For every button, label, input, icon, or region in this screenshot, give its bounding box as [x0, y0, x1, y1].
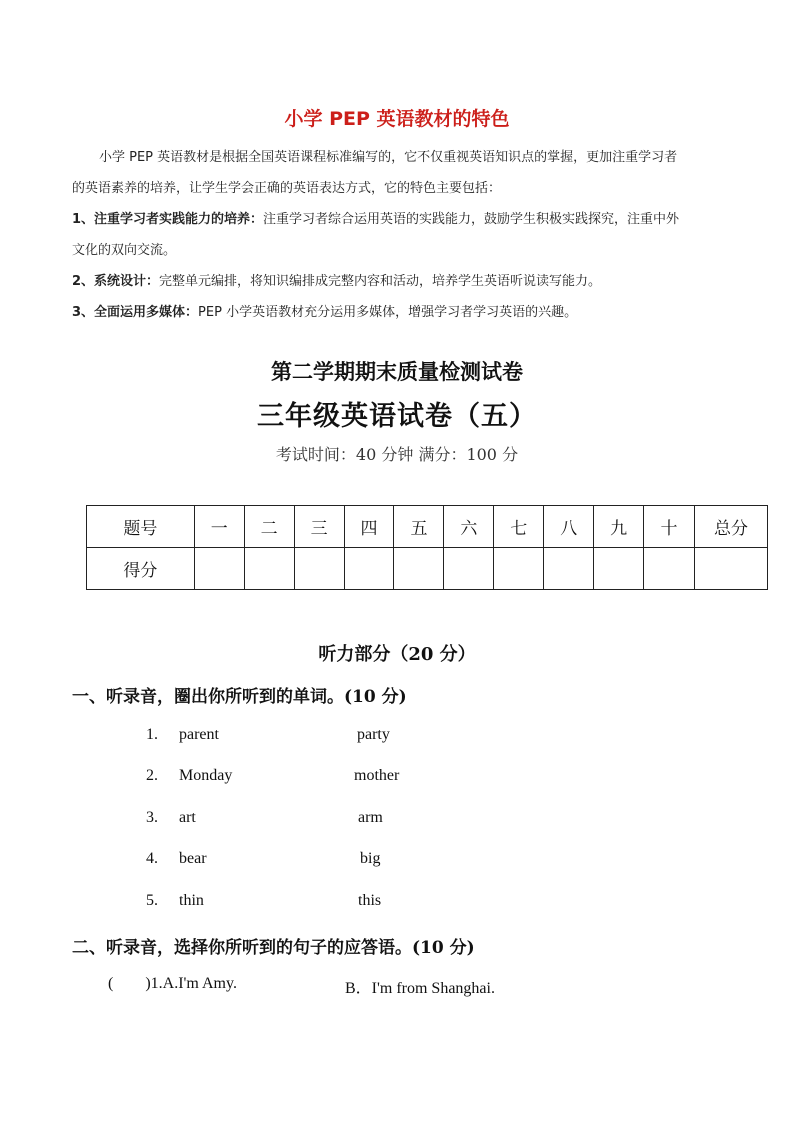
feature-item [72, 204, 732, 235]
section-heading: 听力部分（20 分） [318, 644, 476, 665]
feature-text: 文化的双向交流。 [72, 243, 177, 258]
feature-label: 1、注重学习者实践能力的培养： [72, 212, 264, 227]
intro-paragraph [72, 142, 732, 328]
table-header-cell: 总分 [695, 506, 768, 548]
table-header-cell: 二 [244, 506, 294, 548]
feature-label: 3、全面运用多媒体： [72, 305, 199, 320]
table-header-cell: 五 [394, 506, 444, 548]
table-header-cell: 四 [344, 506, 394, 548]
option-a[interactable]: art [179, 809, 196, 826]
score-cell[interactable] [294, 548, 344, 590]
option-a[interactable]: bear [179, 850, 207, 867]
score-cell[interactable] [695, 548, 768, 590]
question-2-title: 二、听录音，选择你所听到的句子的应答语。(10 分) [72, 938, 475, 958]
answer-choice-b[interactable]: B．I'm from Shanghai. [345, 980, 495, 997]
item-number: 5. [146, 892, 158, 909]
table-header-cell: 八 [544, 506, 594, 548]
table-header-cell: 一 [194, 506, 244, 548]
intro-line: 小学 PEP 英语教材是根据全国英语课程标准编写的，它不仅重视英语知识点的掌握，更加注重学习者 [99, 150, 678, 165]
item-number: 3. [146, 809, 158, 826]
feature-item [72, 266, 732, 297]
option-b[interactable]: mother [354, 767, 400, 784]
question-1-title: 一、听录音，圈出你所听到的单词。(10 分) [72, 687, 407, 707]
option-a[interactable]: thin [179, 892, 204, 909]
score-table-score-row [87, 548, 768, 590]
page-title: 小学 PEP 英语教材的特色 [284, 108, 510, 130]
item-number: 4. [146, 850, 158, 867]
table-header-cell: 十 [644, 506, 695, 548]
score-table [86, 505, 768, 590]
option-b[interactable]: this [358, 892, 382, 909]
score-cell[interactable] [494, 548, 544, 590]
exam-title: 三年级英语试卷（五） [257, 401, 537, 432]
score-cell[interactable] [194, 548, 244, 590]
table-header-cell: 三 [294, 506, 344, 548]
feature-text: 完整单元编排，将知识编排成完整内容和活动，培养学生英语听说读写能力。 [159, 274, 602, 289]
feature-item [72, 297, 732, 328]
exam-info: 考试时间：40 分钟 满分：100 分 [275, 445, 519, 464]
score-cell[interactable] [644, 548, 695, 590]
option-b[interactable]: big [360, 850, 381, 867]
score-cell[interactable] [244, 548, 294, 590]
score-row-label: 得分 [87, 548, 195, 590]
score-cell[interactable] [394, 548, 444, 590]
feature-item [72, 235, 732, 266]
option-a[interactable]: Monday [179, 767, 233, 784]
score-table-header-row [87, 506, 768, 548]
table-header-cell: 七 [494, 506, 544, 548]
score-cell[interactable] [344, 548, 394, 590]
score-cell[interactable] [544, 548, 594, 590]
feature-text: 注重学习者综合运用英语的实践能力，鼓励学生积极实践探究，注重中外 [263, 212, 680, 227]
option-b[interactable]: party [357, 726, 390, 743]
answer-choice-a[interactable]: ( )1.A.I'm Amy. [108, 975, 237, 992]
table-header-cell: 六 [444, 506, 494, 548]
feature-text: PEP 小学英语教材充分运用多媒体，增强学习者学习英语的兴趣。 [198, 305, 578, 320]
exam-subtitle: 第二学期期末质量检测试卷 [271, 359, 523, 384]
item-number: 2. [146, 767, 158, 784]
feature-label: 2、系统设计： [72, 274, 160, 289]
table-header-cell: 题号 [87, 506, 195, 548]
option-b[interactable]: arm [358, 809, 383, 826]
table-header-cell: 九 [594, 506, 644, 548]
score-cell[interactable] [444, 548, 494, 590]
score-cell[interactable] [594, 548, 644, 590]
intro-line: 的英语素养的培养，让学生学会正确的英语表达方式，它的特色主要包括： [72, 181, 502, 196]
item-number: 1. [146, 726, 158, 743]
option-a[interactable]: parent [179, 726, 219, 743]
